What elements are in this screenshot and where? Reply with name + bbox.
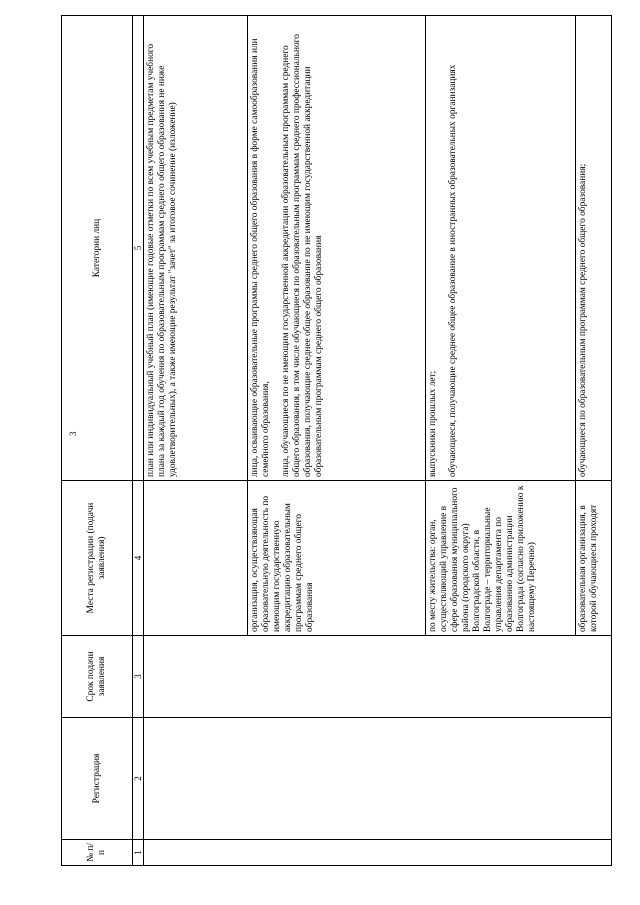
col-num-2: 2 bbox=[133, 718, 144, 840]
col-header-category: Категории лиц bbox=[62, 16, 133, 481]
page-number: 3 bbox=[68, 431, 78, 436]
table-row bbox=[144, 16, 248, 866]
category-text: план или индивидуальный учебный план (имеющие годовые отметки по всем учебным предметам учебного плана за каждый год обучения по образовательным программам среднего общего образования не ниже удовлетворительных), а также имеющие результат "зачет" за итоговое сочинение (изложение) bbox=[146, 43, 178, 477]
registration-cell bbox=[144, 718, 612, 840]
category-text: лица, осваивающие образовательные программы среднего общего образования в форме самообразования или семейного образования, bbox=[250, 38, 271, 477]
col-header-place: Места регистрации (подачи заявления) bbox=[62, 481, 133, 636]
number-cell bbox=[144, 840, 612, 866]
category-text: обучающиеся, получающие среднее общее образование в иностранных образовательных организациях bbox=[448, 64, 458, 477]
place-cell: организация, осуществляющая образовательную деятельность по имеющим государственную аккредитацию образовательным программам среднего общего образования bbox=[248, 481, 426, 636]
category-cell bbox=[248, 16, 426, 481]
category-cell bbox=[576, 16, 612, 481]
deadline-cell bbox=[144, 636, 612, 718]
column-numbers-row bbox=[133, 16, 144, 866]
category-cell bbox=[144, 16, 248, 481]
category-text: лица, обучающиеся по не имеющим государственной аккредитации образовательным программам среднего общего образования, в том числе обучающиеся по образовательным программам среднего профессионального образования, получающие среднее общее образование по не имеющим государственной аккредитации образовательным программам среднего общего образования bbox=[281, 34, 324, 477]
col-num-4: 4 bbox=[133, 481, 144, 636]
header-row bbox=[62, 16, 133, 866]
place-cell bbox=[144, 481, 248, 636]
col-num-5: 5 bbox=[133, 16, 144, 481]
col-header-deadline: Срок подачи заявления bbox=[62, 636, 133, 718]
col-num-3: 3 bbox=[133, 636, 144, 718]
rotated-table-page bbox=[61, 16, 616, 866]
col-header-number: № п/п bbox=[62, 840, 133, 866]
col-header-registration: Регистрация bbox=[62, 718, 133, 840]
place-cell: образовательная организация, в которой обучающиеся проходят bbox=[576, 481, 612, 636]
place-cell: по месту жительства: орган, осуществляющий управление в сфере образования муниципального района (городского округа) Волгоградской области, в Волгограде – территориальные управления департамента по образованию администрации Волгограда (согласно приложению к настоящему Перечню) bbox=[426, 481, 576, 636]
registration-table bbox=[61, 15, 612, 866]
category-text: выпускники прошлых лет; bbox=[428, 370, 438, 477]
category-cell bbox=[426, 16, 576, 481]
col-num-1: 1 bbox=[133, 840, 144, 866]
category-text: обучающиеся по образовательным программам среднего общего образования; bbox=[578, 163, 588, 477]
